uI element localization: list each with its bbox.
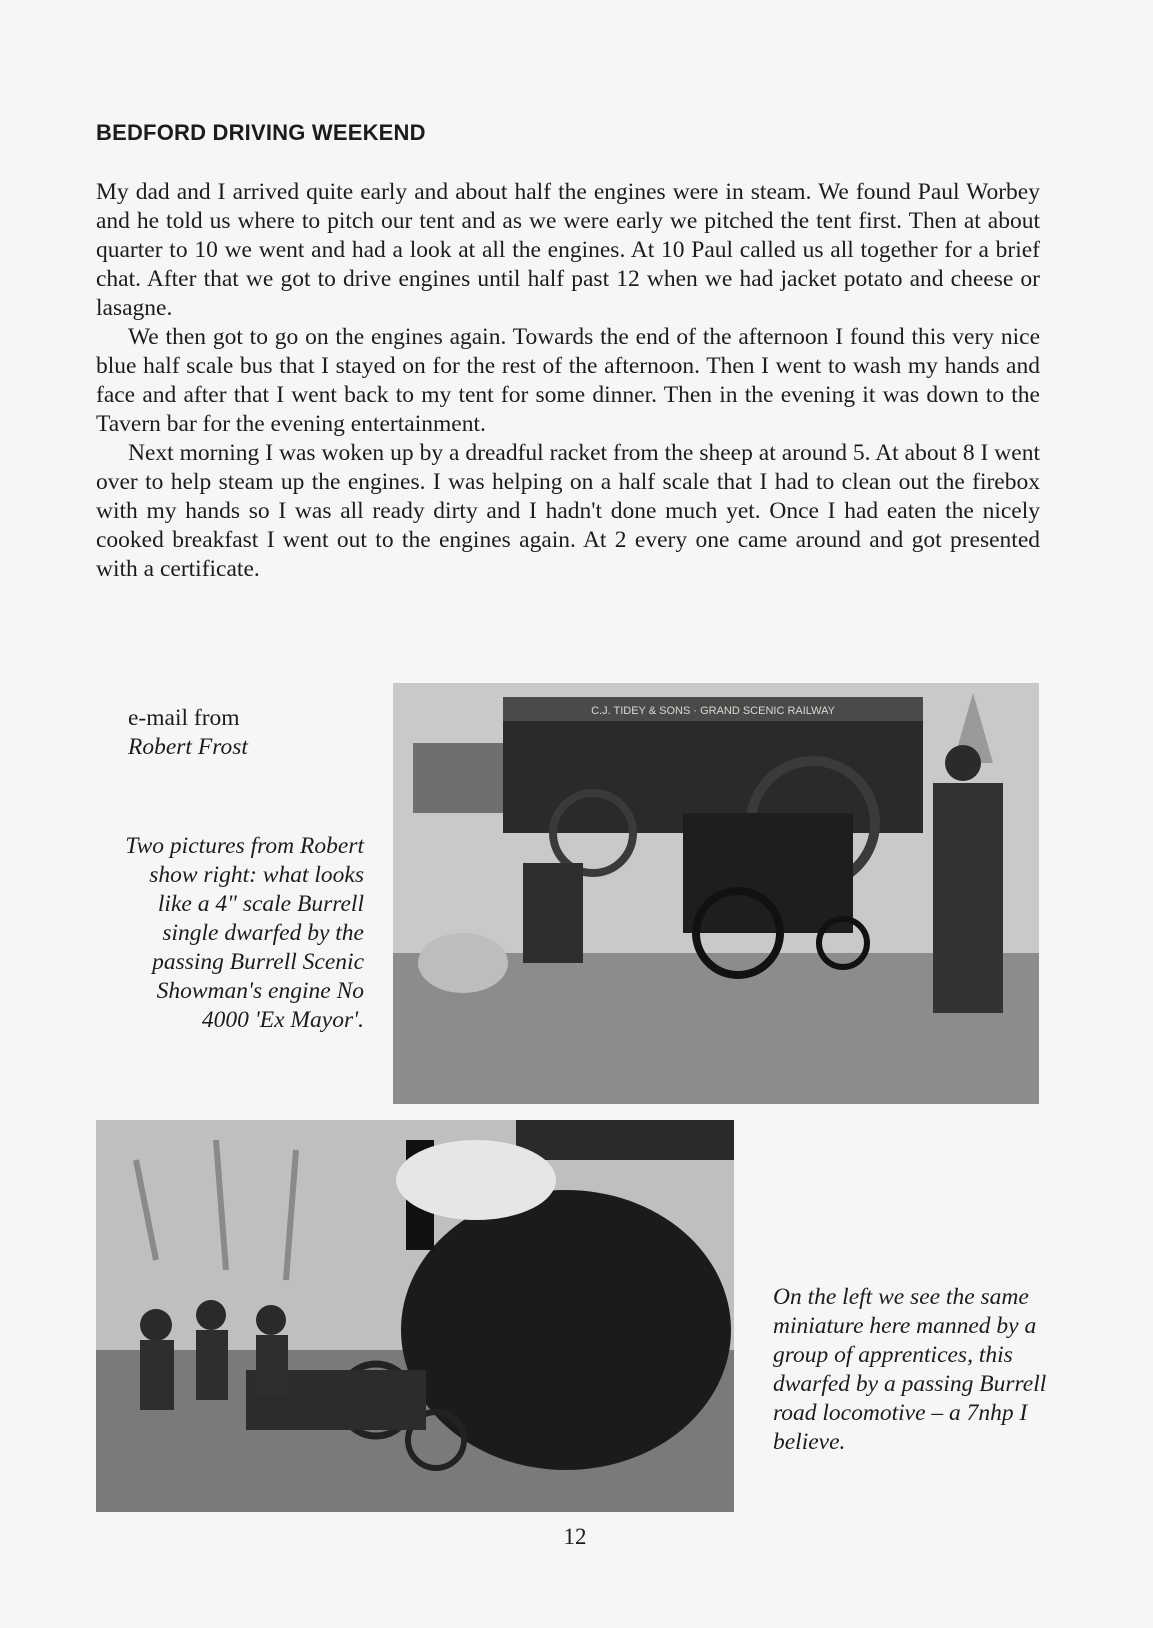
photo-showman-engine <box>393 683 1039 1104</box>
article-title: BEDFORD DRIVING WEEKEND <box>96 120 426 145</box>
photo-caption-1: Two pictures from Robert show right: what looks like a 4" scale Burrell single dwarfed by the passing Burrell Scenic Showman's engine No 4000 'Ex Mayor'. <box>125 833 364 1033</box>
article-credit <box>128 704 248 762</box>
photo-showman-engine-image <box>393 683 1039 1104</box>
photo-road-locomotive <box>96 1120 734 1512</box>
photo-caption-2: On the left we see the same miniature here manned by a group of apprentices, this dwarfed by a passing Burrell road locomotive – a 7nhp I believe. <box>773 1284 1047 1455</box>
photo-road-locomotive-image <box>96 1120 734 1512</box>
article-paragraph-3: Next morning I was woken up by a dreadful racket from the sheep at around 5. At about 8 I went over to help steam up the engines. I was helping on a half scale that I had to clean out the firebox with my hands so I was all ready dirty and I hadn't done much yet. Once I had eaten the nicely cooked breakfast I went out to the engines again. At 2 every one came around and got presented with a certificate. <box>96 440 1040 582</box>
credit-author: Robert Frost <box>128 734 248 760</box>
page-number: 12 <box>563 1524 587 1549</box>
article-paragraph-2: We then got to go on the engines again. Towards the end of the afternoon I found this very nice blue half scale bus that I stayed on for the rest of the afternoon. Then I went to wash my hands and face and after that I went back to my tent for some dinner. Then in the evening it was down to the Tavern bar for the evening entertainment. <box>96 324 1040 437</box>
article-body <box>96 178 1040 584</box>
credit-prefix: e-mail from <box>128 705 240 731</box>
showman-engine-sign-text: C.J. TIDEY & SONS · GRAND SCENIC RAILWAY <box>591 705 835 717</box>
article-paragraph-1: My dad and I arrived quite early and about half the engines were in steam. We found Paul Worbey and he told us where to pitch our tent and as we were early we pitched the tent first. Then at about quarter to 10 we went and had a look at all the engines. At 10 Paul called us all together for a brief chat. After that we got to drive engines until half past 12 when we had jacket potato and cheese or lasagne. <box>96 179 1040 321</box>
